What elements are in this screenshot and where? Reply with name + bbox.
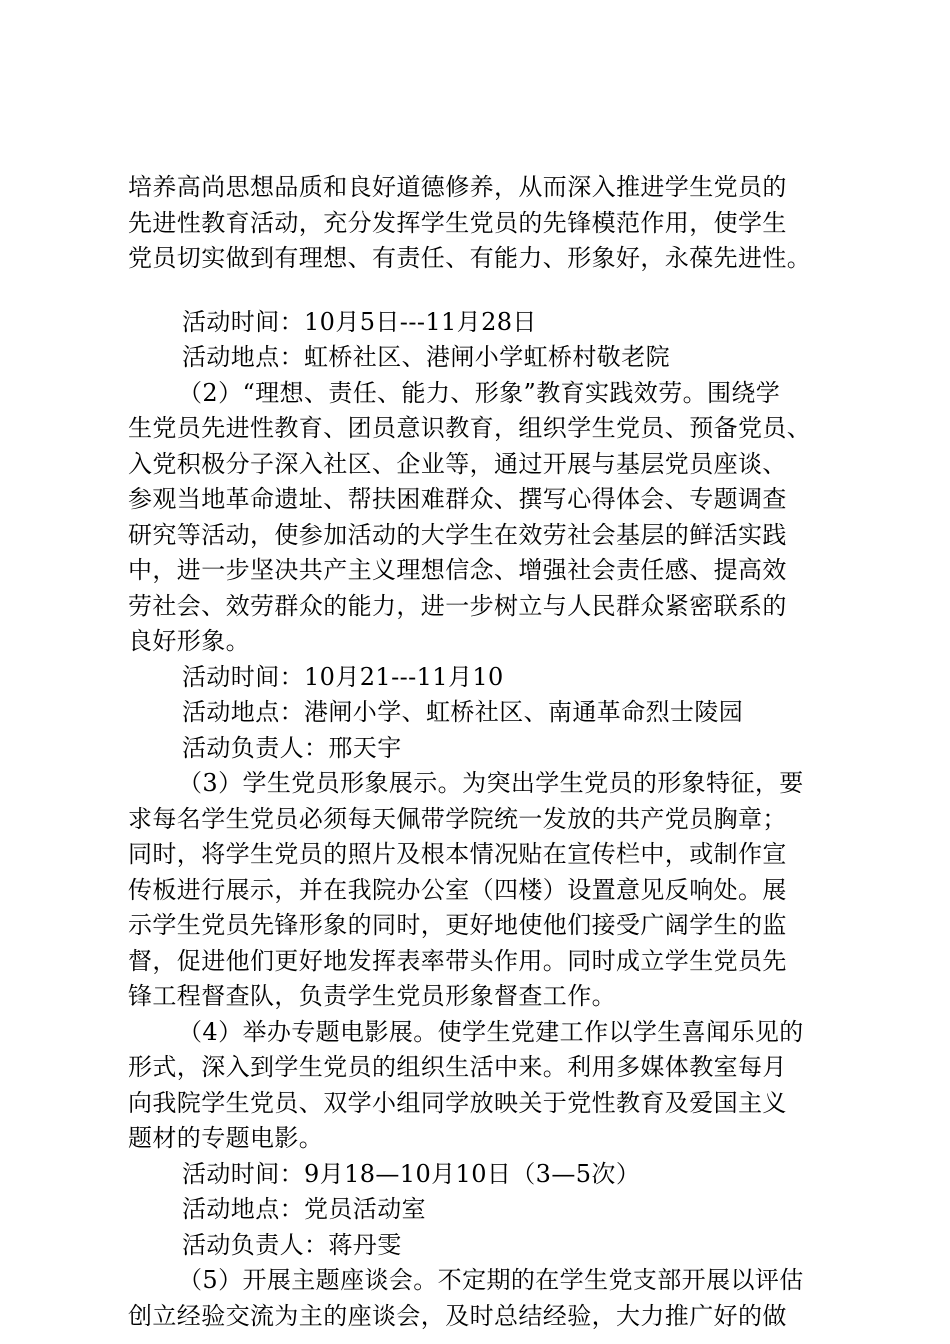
activity-time: 活动时间：10月5日---11月28日 <box>182 307 537 336</box>
document-body <box>128 170 828 1334</box>
activity-owner: 活动负责人：蒋丹雯 <box>182 1230 402 1259</box>
paragraph-line: 中，进一步坚决共产主义理想信念、增强社会责任感、提高效 <box>128 556 787 584</box>
paragraph-line: 形式，深入到学生党员的组织生活中来。利用多媒体教室每月 <box>128 1053 787 1081</box>
section-heading-3: （3）学生党员形象展示。为突出学生党员的形象特征，要 <box>178 769 804 797</box>
paragraph-line: 题材的专题电影。 <box>128 1124 324 1152</box>
activity-location: 活动地点：党员活动室 <box>182 1195 426 1223</box>
paragraph-line: 参观当地革命遗址、帮扶困难群众、撰写心得体会、专题调查 <box>128 485 787 513</box>
paragraph-line: 向我院学生党员、双学小组同学放映关于党性教育及爱国主义 <box>128 1088 787 1117</box>
activity-owner: 活动负责人：邢天宇 <box>182 733 402 762</box>
section-heading-5: （5）开展主题座谈会。不定期的在学生党支部开展以评估 <box>178 1266 804 1294</box>
paragraph-gap <box>128 277 828 305</box>
paragraph-line: 研究等活动，使参加活动的大学生在效劳社会基层的鲜活实践 <box>128 520 787 549</box>
paragraph-line: 督，促进他们更好地发挥表率带头作用。同时成立学生党员先 <box>128 946 787 975</box>
paragraph-line: 创立经验交流为主的座谈会，及时总结经验，大力推广好的做 <box>128 1301 787 1330</box>
paragraph-line: 传板进行展示，并在我院办公室（四楼）设置意见反响处。展 <box>128 875 787 904</box>
activity-time: 活动时间：9月18—10月10日（3—5次） <box>182 1159 641 1188</box>
paragraph-line: 先进性教育活动，充分发挥学生党员的先锋模范作用，使学生 <box>128 208 787 237</box>
paragraph-line: 求每名学生党员必须每天佩带学院统一发放的共产党员胸章； <box>128 804 787 833</box>
section-heading-2: （2）“理想、责任、能力、形象”教育实践效劳。围绕学 <box>178 378 781 407</box>
paragraph-line: 党员切实做到有理想、有责任、有能力、形象好，永葆先进性。 <box>128 244 812 272</box>
activity-location: 活动地点：虹桥社区、港闸小学虹桥村敬老院 <box>182 343 670 371</box>
activity-time: 活动时间：10月21---11月10 <box>182 662 504 691</box>
activity-location: 活动地点：港闸小学、虹桥社区、南通革命烈士陵园 <box>182 698 744 726</box>
paragraph-line: 入党积极分子深入社区、企业等，通过开展与基层党员座谈、 <box>128 449 787 478</box>
paragraph-line: 同时，将学生党员的照片及根本情况贴在宣传栏中，或制作宣 <box>128 840 787 868</box>
paragraph-line: 培养高尚思想品质和良好道德修养，从而深入推进学生党员的 <box>128 173 787 201</box>
paragraph-line: 示学生党员先锋形象的同时，更好地使他们接受广阔学生的监 <box>128 911 787 939</box>
paragraph-line: 劳社会、效劳群众的能力，进一步树立与人民群众紧密联系的 <box>128 591 787 620</box>
paragraph-line: 良好形象。 <box>128 627 250 655</box>
section-heading-4: （4）举办专题电影展。使学生党建工作以学生喜闻乐见的 <box>178 1017 804 1046</box>
paragraph-line: 锋工程督查队，负责学生党员形象督查工作。 <box>128 982 616 1010</box>
paragraph-line: 生党员先进性教育、团员意识教育，组织学生党员、预备党员、 <box>128 414 812 442</box>
